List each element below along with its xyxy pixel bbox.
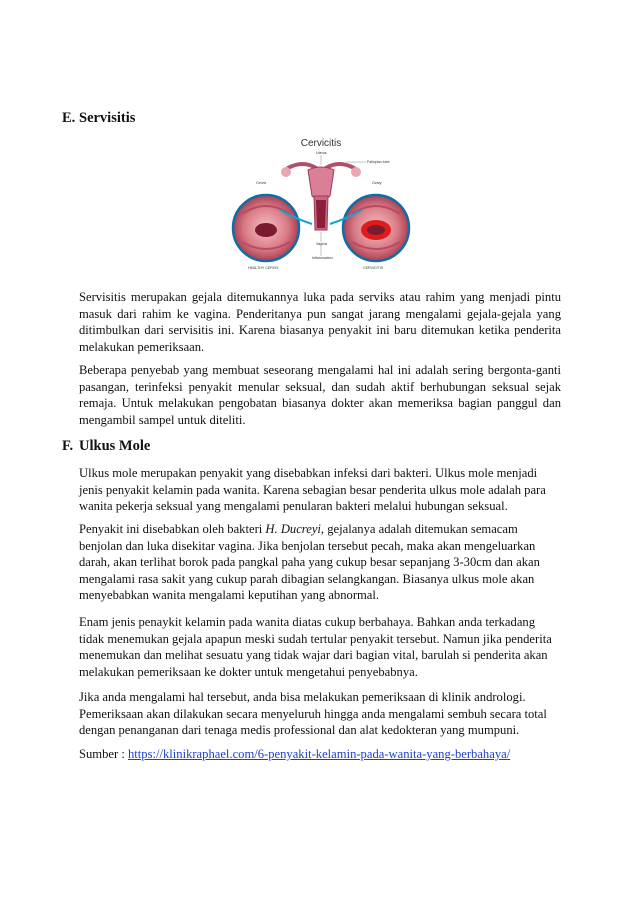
section-f-p4-text: Jika anda mengalami hal tersebut, anda bisa melakukan pemeriksaan di klinik andrologi. Pemeriksaan akan dilakukan secara menyeluruh hingga anda mengalami sembuh secara total dengan penanganan dari tenaga medis professional dan alat kedokteran yang mumpuni.	[79, 690, 547, 738]
label-fallopian-tube: Fallopian tube	[367, 160, 390, 164]
label-ovary: Ovary	[372, 181, 382, 185]
p2-after: , gejalanya adalah ditemukan semacam benjolan dan luka disekitar vagina. Jika benjolan tersebut pecah, maka akan mengeluarkan darah, akan terlihat borok pada pangkal paha yang cukup besar sepanjang 3-30cm dan akan mengalami rasa sakit yang cukup parah dibagian selangkangan. Biasanya ulkus mole akan menyebabkan wanita mengalami keputihan yang abnormal.	[79, 522, 540, 603]
cervicitis-illustration	[228, 138, 414, 274]
source-link[interactable]: https://klinikraphael.com/6-penyakit-kelamin-pada-wanita-yang-berbahaya/	[127, 747, 511, 761]
label-cervicitis: CERVICITIS	[363, 266, 384, 270]
label-uterus: Uterus	[316, 151, 327, 155]
label-inflammation: Inflammation	[312, 256, 333, 260]
section-e-heading	[62, 110, 135, 127]
section-e-paragraph-1	[79, 289, 561, 355]
section-f-paragraph-1	[79, 465, 561, 515]
section-f-paragraph-4	[79, 689, 561, 739]
cervicitis-drawing	[343, 195, 409, 261]
section-f-paragraph-2	[79, 521, 561, 604]
section-e-p1-text: Servisitis merupakan gejala ditemukannya luka pada serviks atau rahim yang menjadi pintu masuk dari rahim ke vagina. Penderitanya pun sangat jarang mengalami gejala-gejala yang ditimbulkan dari servisitis ini. Karena biasanya penyakit ini baru ditemukan ketika penderita melakukan pemeriksaan.	[79, 290, 561, 354]
source-line	[79, 746, 561, 763]
section-f-p2-text	[79, 521, 561, 604]
p2-before: Penyakit ini disebabkan oleh bakteri	[79, 522, 266, 536]
section-f-letter: F.	[62, 438, 74, 454]
anatomy-drawing	[228, 138, 414, 274]
section-f-title: Ulkus Mole	[79, 438, 151, 454]
label-cervix: Cervix	[256, 181, 267, 185]
section-e-letter: E.	[62, 110, 76, 126]
healthy-cervix-drawing	[233, 195, 299, 261]
label-healthy-cervix: HEALTHY CERVIX	[248, 266, 279, 270]
section-f-heading	[62, 438, 150, 455]
section-e-title: Servisitis	[79, 110, 136, 126]
section-e-p2-text: Beberapa penyebab yang membuat seseorang mengalami hal ini adalah sering bergonta-ganti pasangan, terinfeksi penyakit menular seksual, dan sudah aktif berhubungan seksual sejak remaja. Untuk melakukan pengobatan biasanya dokter akan memeriksa bagian panggul dan mengambil sampel untuk diteliti.	[79, 363, 561, 427]
section-e-paragraph-2	[79, 362, 561, 428]
section-f-p1-text: Ulkus mole merupakan penyakit yang disebabkan infeksi dari bakteri. Ulkus mole menjadi jenis penyakit kelamin pada wanita. Karena sebagian besar penderita ulkus mole adalah para wanita pekerja seksual yang mengalami penularan bakteri melalui hubungan seksual.	[79, 466, 546, 514]
section-f-p3-text: Enam jenis penaykit kelamin pada wanita diatas cukup berbahaya. Bahkan anda terkadang tidak menemukan gejala apapun meski sudah tertular penyakit tersebut. Namun jika penderita menemukan dan melihat sesuatu yang tidak wajar dari bagian vital, barulah si penderita akan melakukan pemeriksaan ke dokter untuk mengetahui penyebabnya.	[79, 615, 552, 679]
source-label: Sumber :	[79, 747, 128, 761]
label-vagina: Vagina	[316, 242, 327, 246]
section-f-paragraph-3	[79, 614, 561, 680]
figure-title: Cervicitis	[300, 138, 342, 149]
bacteria-name: H. Ducreyi	[265, 522, 321, 536]
